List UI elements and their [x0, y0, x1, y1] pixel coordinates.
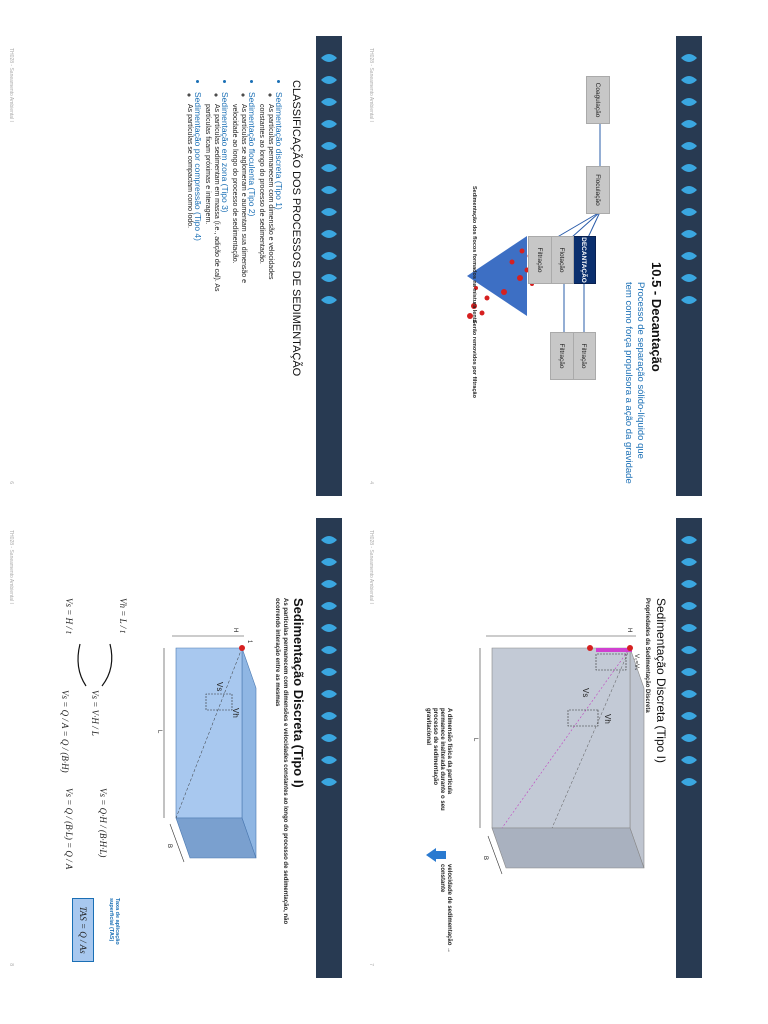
- caption-filtracao: Serão removidos por filtração: [471, 320, 477, 398]
- page-number: 7: [368, 963, 374, 966]
- slide-title: 10.5 - Decantação: [649, 262, 664, 372]
- dimension-l: L: [156, 730, 162, 734]
- slide-subtitle-line2: tem como força propulsora a ação da gravidade: [623, 282, 634, 484]
- point-label: 1: [246, 640, 252, 644]
- flow-box-coagulacao: Coagulação: [586, 76, 610, 124]
- flow-box-filtracao-2: Filtração: [572, 332, 596, 380]
- slide-footer: TH028 - Saneamento Ambiental I: [8, 530, 14, 604]
- arrow-down-icon: [426, 848, 446, 862]
- equation-vs-bl: Vs = Q / (B·L) = Q / A: [64, 788, 74, 870]
- velocity-constant-text: velocidade de sedimentação → constante: [439, 864, 452, 954]
- slide-banner: [316, 36, 342, 496]
- flow-box-filtracao-3: Filtração: [550, 332, 574, 380]
- dimension-b: B: [482, 856, 488, 861]
- page-number: 4: [368, 481, 374, 484]
- tas-equation: TAS = Q / As: [78, 906, 88, 954]
- slide-footer: TH028 - Saneamento Ambiental I: [8, 48, 14, 122]
- vs-label: Vs: [215, 682, 224, 692]
- particle-point: [239, 645, 245, 651]
- list-item: • Sedimentação floculenta (Tipo 2) ◦ As partículas se aglomeram e aumentam sua dimensão e velocidade ao longo do processo de sedimentação.: [230, 92, 257, 300]
- equation-vs-qh: Vs = Q·H / (B·H·L): [98, 788, 108, 858]
- inlet-zone-highlight: [596, 648, 632, 652]
- slide-footer: TH028 - Saneamento Ambiental I: [368, 530, 374, 604]
- property-description: A dimensão física da partícula permanece inalterada durante o seu processo de sedimentação gravitacional: [425, 708, 452, 811]
- classification-list: [185, 80, 285, 300]
- page-number: 6: [8, 481, 14, 484]
- sedimentation-tank-diagram: [2, 518, 342, 978]
- equation-vs-vh: Vs = V·H / L: [90, 690, 100, 736]
- slide-decantacao: [362, 36, 702, 496]
- particle-point: [587, 645, 593, 651]
- equation-vs-q-a: Vs = Q / A = Q / (B·H): [60, 690, 70, 773]
- vs-label: Vs: [581, 688, 590, 698]
- dimension-b: B: [166, 844, 172, 849]
- slide-title: CLASSIFICAÇÃO DOS PROCESSOS DE SEDIMENTAÇÃO: [290, 80, 302, 377]
- dimension-h: H: [626, 628, 632, 633]
- flow-box-flotacao: Flotação: [550, 236, 574, 284]
- list-item: • Sedimentação por compressão (Tipo 4) ◦ As partículas se compactam como lodo.: [185, 92, 204, 300]
- list-item: • Sedimentação discreta (Tipo 1) ◦ As partículas permanecem com dimensão e velocidades constantes ao longo do processo de sedimentação.: [257, 92, 284, 300]
- vh-label: Vh: [231, 708, 240, 718]
- slide-title: Sedimentação Discreta (Tipo I): [654, 598, 668, 763]
- caption-sedimentacao: Sedimentação dos flocos formados na mistura lenta: [471, 186, 477, 323]
- particle-point: [627, 645, 633, 651]
- list-item: • Sedimentação em zona (Tipo 3) ◦ As partículas sedimentam em massa (i.e., adição de cal). As partículas ficam próximas e interagem.: [203, 92, 230, 300]
- dimension-l: L: [472, 738, 478, 742]
- flow-box-filtracao-1: Filtração: [528, 236, 552, 284]
- dimension-h: H: [232, 628, 238, 633]
- slide-description: As partículas permanecem com dimensões e velocidades constantes ao longo do processo de sedimentação, não ocorrendo interação entre as mesmas: [274, 598, 288, 925]
- sedimentation-tank-diagram: [362, 518, 702, 978]
- flow-box-decantacao: DECANTAÇÃO: [572, 236, 596, 284]
- velocity-label: V₀=Vₛ: [633, 654, 639, 671]
- vh-label: Vh: [603, 714, 612, 724]
- tas-equation-box: [72, 898, 94, 962]
- slide-classificacao: [2, 36, 342, 496]
- equation-vs: Vs = H / t: [64, 598, 74, 634]
- equation-vh: Vh = L / t: [118, 598, 128, 633]
- water-drops-icon: [321, 50, 337, 480]
- slide-subtitle: Propriedades da Sedimentação Discreta: [644, 598, 650, 713]
- slide-subtitle-line1: Processo de separação sólido-líquido que: [635, 282, 646, 459]
- slide-footer: TH028 - Saneamento Ambiental I: [368, 48, 374, 122]
- slide-sedimentacao-discreta-equacoes: [2, 518, 342, 978]
- tas-label: Taxa de aplicação superficial (TAS): [108, 898, 120, 945]
- page-number: 8: [8, 963, 14, 966]
- flow-box-floculacao: Floculação: [586, 166, 610, 214]
- slide-sedimentacao-discreta-propriedades: [362, 518, 702, 978]
- slide-title: Sedimentação Discreta (Tipo I): [291, 598, 306, 788]
